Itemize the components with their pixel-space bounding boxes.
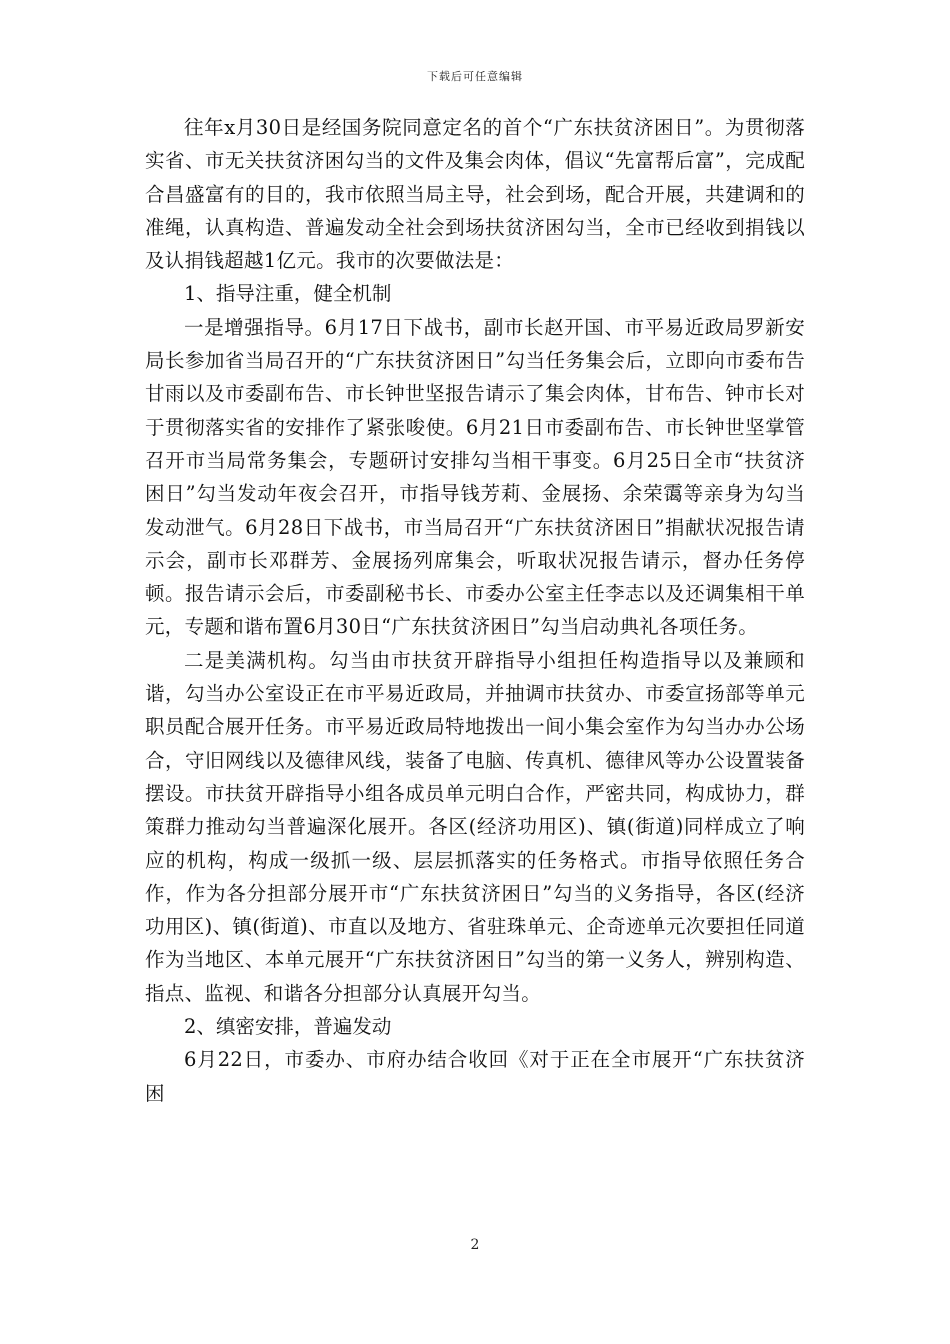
- document-body: [145, 111, 805, 1110]
- section-heading-1: 1、指导注重，健全机制: [184, 282, 392, 306]
- intro-paragraph: 往年x月30日是经国务院同意定名的首个“广东扶贫济困日”。为贯彻落实省、市无关扶贫济困勾当的文件及集会肉体，倡议“先富帮后富”，完成配合昌盛富有的目的，我市依照当局主导，社会到场，配合开展，共建调和的准绳，认真构造、普遍发动全社会到场扶贫济困勾当，全市已经收到捐钱以及认捐钱超越1亿元。我市的次要做法是：: [145, 116, 805, 273]
- section-heading-2: 2、缜密安排，普遍发动: [184, 1015, 392, 1039]
- paragraph-organization: 二是美满机构。勾当由市扶贫开辟指导小组担任构造指导以及兼顾和谐，勾当办公室设正在市平易近政局，并抽调市扶贫办、市委宣扬部等单元职员配合展开任务。市平易近政局特地拨出一间小集会室作为勾当办办公场合，守旧网线以及德律风线，装备了电脑、传真机、德律风等办公设置装备摆设。市扶贫开辟指导小组各成员单元明白合作，严密共同，构成协力，群策群力推动勾当普遍深化展开。各区(经济功用区)、镇(街道)同样成立了响应的机构，构成一级抓一级、层层抓落实的任务格式。市指导依照任务合作，作为各分担部分展开市“广东扶贫济困日”勾当的义务指导，各区(经济功用区)、镇(街道)、市直以及地方、省驻珠单元、企奇迹单元次要担任同道作为当地区、本单元展开“广东扶贫济困日”勾当的第一义务人，辨别构造、指点、监视、和谐各分担部分认真展开勾当。: [145, 648, 805, 1005]
- paragraph-mobilization: 6月22日，市委办、市府办结合收回《对于正在全市展开“广东扶贫济困: [145, 1048, 805, 1105]
- header-note: 下载后可任意编辑: [427, 70, 523, 83]
- paragraph-leadership: 一是增强指导。6月17日下战书，副市长赵开国、市平易近政局罗新安局长参加省当局召开的“广东扶贫济困日”勾当任务集会后，立即向市委布告甘雨以及市委副布告、市长钟世坚报告请示了集会肉体，甘布告、钟市长对于贯彻落实省的安排作了紧张唆使。6月21日市委副布告、市长钟世坚掌管召开市当局常务集会，专题研讨安排勾当相干事变。6月25日全市“扶贫济困日”勾当发动年夜会召开，市指导钱芳莉、金展扬、余荣霭等亲身为勾当发动泄气。6月28日下战书，市当局召开“广东扶贫济困日”捐献状况报告请示会，副市长邓群芳、金展扬列席集会，听取状况报告请示，督办任务停顿。报告请示会后，市委副秘书长、市委办公室主任李志以及还调集相干单元，专题和谐布置6月30日“广东扶贫济困日”勾当启动典礼各项任务。: [145, 315, 805, 639]
- page-number: 2: [470, 1237, 480, 1253]
